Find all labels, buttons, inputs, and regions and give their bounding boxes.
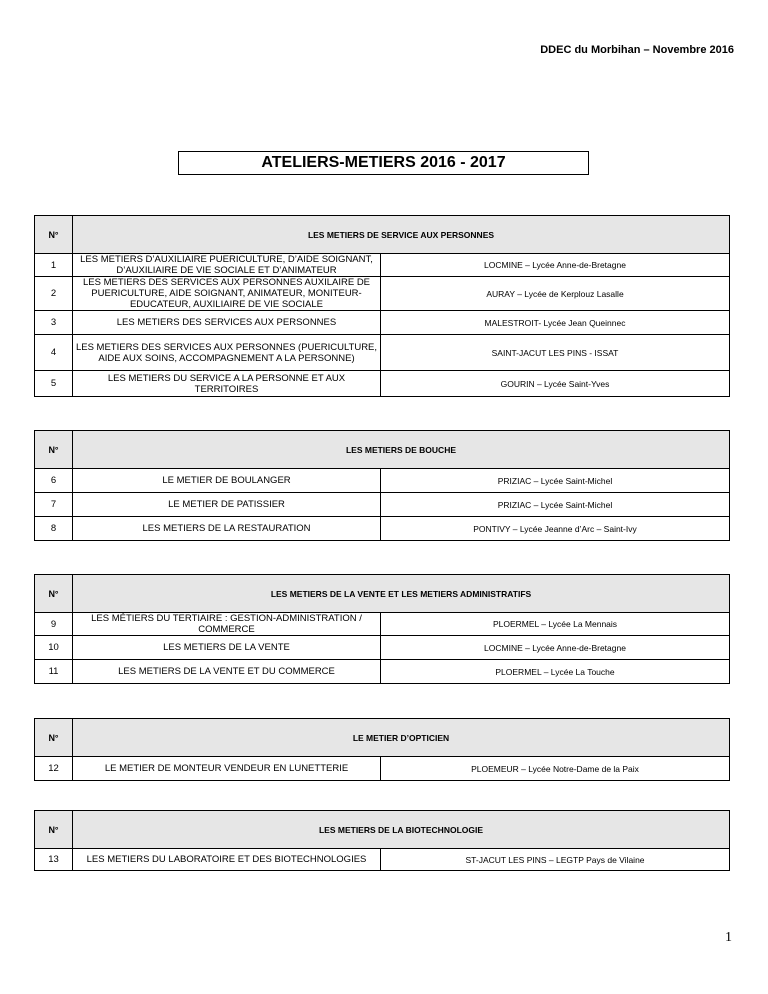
row-number: 9 xyxy=(35,613,73,636)
row-number: 12 xyxy=(35,757,73,781)
section-table-service-personnes xyxy=(34,215,730,397)
school-location: LOCMINE – Lycée Anne-de-Bretagne xyxy=(381,636,730,660)
section-heading: LES METIERS DE LA BIOTECHNOLOGIE xyxy=(73,811,730,849)
num-column-header: N° xyxy=(35,216,73,254)
page-title: ATELIERS-METIERS 2016 - 2017 xyxy=(178,151,589,175)
row-number: 8 xyxy=(35,517,73,541)
row-number: 5 xyxy=(35,371,73,397)
row-number: 2 xyxy=(35,277,73,311)
job-title: LES METIERS DE LA VENTE xyxy=(73,636,381,660)
document-header: DDEC du Morbihan – Novembre 2016 xyxy=(540,44,734,56)
school-location: LOCMINE – Lycée Anne-de-Bretagne xyxy=(381,254,730,277)
row-number: 13 xyxy=(35,849,73,871)
num-column-header: N° xyxy=(35,431,73,469)
job-title: LES METIERS D’AUXILIAIRE PUERICULTURE, D’AIDE SOIGNANT, D’AUXILIAIRE DE VIE SOCIALE ET D’ANIMATEUR xyxy=(73,254,381,277)
page-number: 1 xyxy=(725,930,732,945)
row-number: 7 xyxy=(35,493,73,517)
num-column-header: N° xyxy=(35,719,73,757)
job-title: LES METIERS DES SERVICES AUX PERSONNES (PUERICULTURE, AIDE AUX SOINS, ACCOMPAGNEMENT A LA PERSONNE) xyxy=(73,335,381,371)
job-title: LES METIERS DE LA RESTAURATION xyxy=(73,517,381,541)
job-title: LES METIERS DU LABORATOIRE ET DES BIOTECHNOLOGIES xyxy=(73,849,381,871)
job-title: LES METIERS DE LA VENTE ET DU COMMERCE xyxy=(73,660,381,684)
school-location: PONTIVY – Lycée Jeanne d’Arc – Saint-Ivy xyxy=(381,517,730,541)
row-number: 11 xyxy=(35,660,73,684)
num-column-header: N° xyxy=(35,575,73,613)
school-location: PLOERMEL – Lycée La Touche xyxy=(381,660,730,684)
section-table-opticien xyxy=(34,718,730,781)
row-number: 4 xyxy=(35,335,73,371)
school-location: MALESTROIT- Lycée Jean Queinnec xyxy=(381,311,730,335)
section-heading: LES METIERS DE LA VENTE ET LES METIERS ADMINISTRATIFS xyxy=(73,575,730,613)
school-location: PLOERMEL – Lycée La Mennais xyxy=(381,613,730,636)
job-title: LE METIER DE BOULANGER xyxy=(73,469,381,493)
section-table-vente-administratif xyxy=(34,574,730,684)
job-title: LES METIERS DES SERVICES AUX PERSONNES xyxy=(73,311,381,335)
job-title: LE METIER DE MONTEUR VENDEUR EN LUNETTERIE xyxy=(73,757,381,781)
num-column-header: N° xyxy=(35,811,73,849)
row-number: 6 xyxy=(35,469,73,493)
job-title: LES MÉTIERS DU TERTIAIRE : GESTION-ADMINISTRATION / COMMERCE xyxy=(73,613,381,636)
school-location: PRIZIAC – Lycée Saint-Michel xyxy=(381,493,730,517)
row-number: 10 xyxy=(35,636,73,660)
school-location: PRIZIAC – Lycée Saint-Michel xyxy=(381,469,730,493)
school-location: GOURIN – Lycée Saint-Yves xyxy=(381,371,730,397)
row-number: 1 xyxy=(35,254,73,277)
school-location: ST-JACUT LES PINS – LEGTP Pays de Vilaine xyxy=(381,849,730,871)
section-heading: LES METIERS DE BOUCHE xyxy=(73,431,730,469)
section-table-bouche xyxy=(34,430,730,541)
job-title: LE METIER DE PATISSIER xyxy=(73,493,381,517)
school-location: AURAY – Lycée de Kerplouz Lasalle xyxy=(381,277,730,311)
school-location: SAINT-JACUT LES PINS - ISSAT xyxy=(381,335,730,371)
row-number: 3 xyxy=(35,311,73,335)
job-title: LES METIERS DU SERVICE A LA PERSONNE ET AUX TERRITOIRES xyxy=(73,371,381,397)
section-table-biotechnologie xyxy=(34,810,730,871)
job-title: LES METIERS DES SERVICES AUX PERSONNES AUXILAIRE DE PUERICULTURE, AIDE SOIGNANT, ANIMATEUR, MONITEUR-EDUCATEUR, AUXILIAIRE DE VIE SOCIALE xyxy=(73,277,381,311)
section-heading: LE METIER D’OPTICIEN xyxy=(73,719,730,757)
section-heading: LES METIERS DE SERVICE AUX PERSONNES xyxy=(73,216,730,254)
school-location: PLOEMEUR – Lycée Notre-Dame de la Paix xyxy=(381,757,730,781)
